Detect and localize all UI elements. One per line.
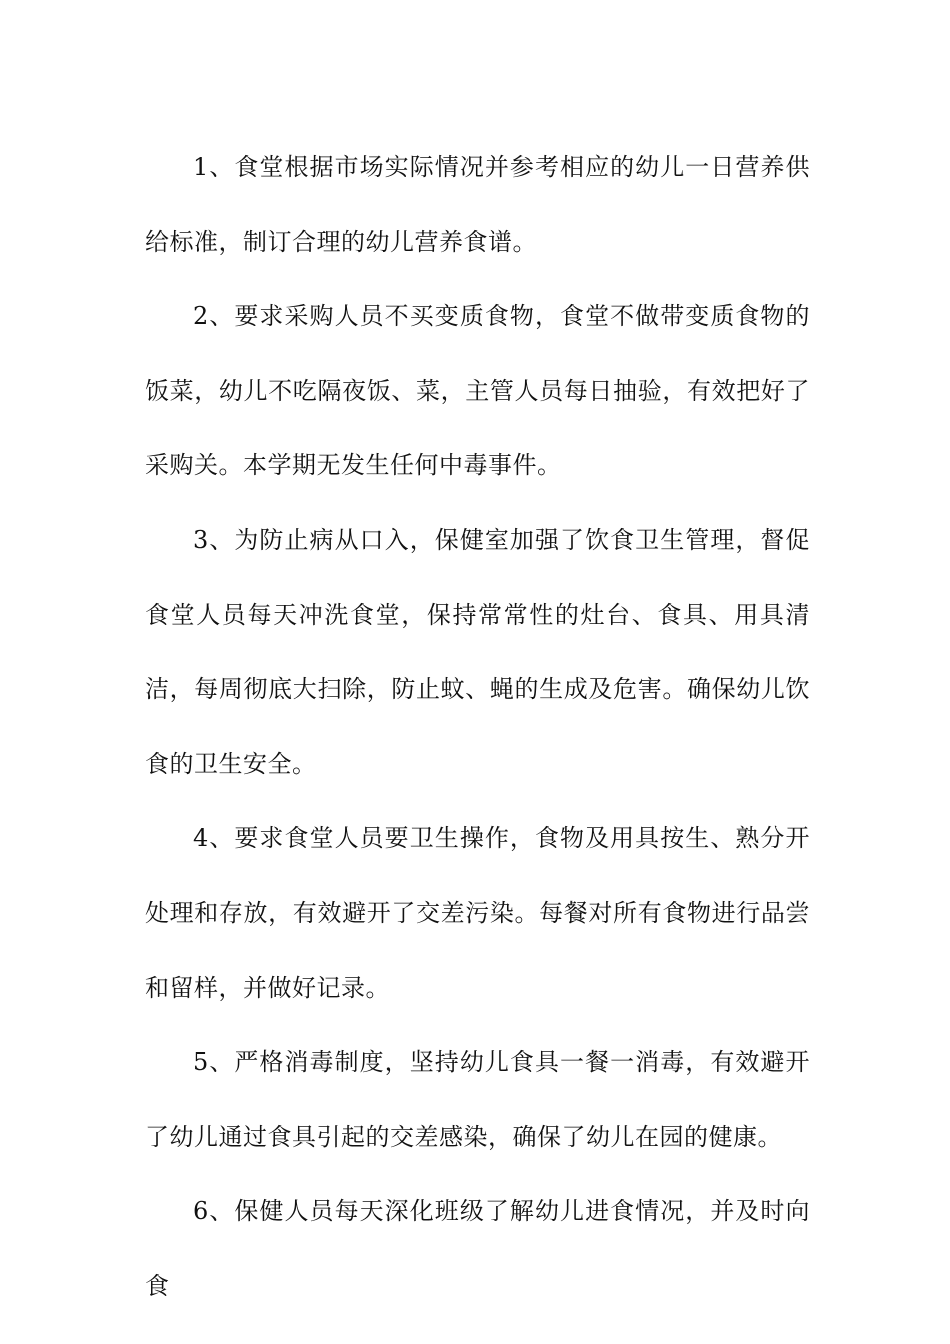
paragraph-5: 5、严格消毒制度，坚持幼儿食具一餐一消毒，有效避开了幼儿通过食具引起的交差感染，确保了幼儿在园的健康。: [145, 1048, 810, 1151]
paragraph-1: 1、食堂根据市场实际情况并参考相应的幼儿一日营养供给标准，制订合理的幼儿营养食谱。: [145, 153, 810, 256]
document-body: [145, 130, 810, 1324]
paragraph-3: 3、为防止病从口入，保健室加强了饮食卫生管理，督促食堂人员每天冲洗食堂，保持常常性的灶台、食具、用具清洁，每周彻底大扫除，防止蚊、蝇的生成及危害。确保幼儿饮食的卫生安全。: [145, 525, 810, 778]
paragraph-2: 2、要求采购人员不买变质食物，食堂不做带变质食物的饭菜，幼儿不吃隔夜饭、菜，主管人员每日抽验，有效把好了采购关。本学期无发生任何中毒事件。: [145, 302, 810, 480]
paragraph-6: 6、保健人员每天深化班级了解幼儿进食情况，并及时向食: [145, 1197, 810, 1300]
paragraph-4: 4、要求食堂人员要卫生操作，食物及用具按生、熟分开处理和存放，有效避开了交差污染。每餐对所有食物进行品尝和留样，并做好记录。: [145, 824, 810, 1002]
